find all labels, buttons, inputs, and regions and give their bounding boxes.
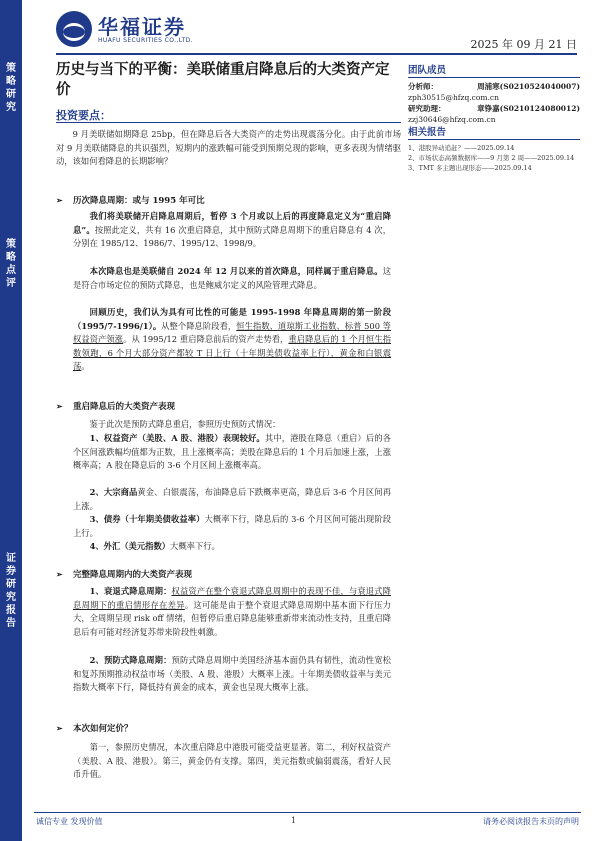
section-1-para-3-text-a: 从整个降息阶段看， — [161, 320, 237, 331]
company-logo — [56, 9, 236, 51]
related-panel — [408, 124, 580, 173]
section-2-item-3 — [73, 513, 391, 540]
related-item[interactable]: 1、港股异动追赶？——2025.09.14 — [408, 144, 515, 152]
section-3-item-1-text: 。这可能是由于整个衰退式降息周期中基本面下行压力大，全周期呈现 risk off 情绪，但暂停后重启降息能够重新带来流动性支持，且重启降息后有可能对经济复苏带来阶段性刺激。 — [73, 599, 391, 637]
header-divider — [56, 53, 577, 55]
assistant-role: 研究助理： — [408, 104, 446, 113]
section-1-para-3-text-c: 。 — [81, 361, 90, 371]
section-4-title: 本次如何定价？ — [73, 724, 133, 734]
section-3-item-2-bold: 2、预防式降息周期： — [89, 655, 172, 665]
footer-disclaimer: 请务必阅读报告末页的声明 — [483, 817, 579, 826]
analyst-block — [408, 81, 580, 125]
section-3-item-2 — [73, 654, 391, 695]
section-1-para-3 — [73, 306, 391, 374]
section-3-item-1-underline: 权益资产在整个衰退式降息周期中的表现不佳，与衰退式降息周期下的重启情形存在差异 — [73, 586, 391, 610]
section-1-heading — [56, 194, 205, 206]
report-title: 历史与当下的平衡：美联储重启降息后的大类资产定价 — [56, 61, 390, 98]
team-panel — [408, 62, 580, 125]
intro-paragraph: 9 月美联储如期降息 25bp，但在降息后各大类资产的走势出现震荡分化。由于此前市场对 9 月美联储降息的共识强烈，短期内的涨跌幅可能受到预期兑现的影响，更多表现为情绪驱动，该如何看降息的长期影响？ — [56, 129, 401, 166]
section-4-paragraph: 第一，参照历史情况，本次重启降息中港股可能受益更显著。第二，利好权益资产（美股、A 股、港股）。第三，黄金仍有支撑。第四，美元指数或偏弱震荡，看好人民币升值。 — [73, 742, 391, 779]
sidebar — [0, 0, 22, 841]
sidebar-label-strategy-comment: 策略点评 — [6, 239, 16, 289]
analyst-role: 分析师： — [408, 82, 438, 91]
section-2-item-4-bold: 4、外汇（美元指数） — [89, 541, 171, 551]
related-item[interactable]: 2、市场状态高频数据库——9 月第 2 周——2025.09.14 — [408, 154, 575, 162]
page-number: 1 — [291, 816, 297, 825]
section-1-para-1-text: 按照此定义，共有 16 次重启降息，其中预防式降息周期下的重启降息有 4 次，分别在 1985/12、1986/7、1995/12、1998/9。 — [73, 224, 391, 248]
section-2-item-2-bold: 2、大宗商品 — [89, 487, 138, 497]
summary-divider — [56, 122, 401, 123]
section-1-para-2-text: 这是符合市场定位的预防式降息，也是鲍威尔定义的风险管理式降息。 — [73, 266, 391, 290]
section-3-heading — [56, 568, 192, 580]
section-2-item-2-text: 黄金、白银震荡，布油降息后下跌概率更高，降息后 3-6 个月区间再上涨。 — [73, 487, 391, 511]
team-heading: 团队成员 — [408, 62, 580, 78]
section-1-para-2 — [73, 265, 391, 292]
logo-english-name: HUAFU SECURITIES CO.,LTD. — [98, 37, 194, 44]
section-3-item-1-bold: 1、衰退式降息周期： — [89, 586, 172, 596]
analyst-name: 周浦寒(S0210524040007) — [477, 82, 580, 91]
section-2-item-1-text: 其中，港股在降息（重启）后的各个区间涨跌幅均值都为正数，且上涨概率高；美股在降息后的 1 个月后加速上涨，上涨概率高；A 股在降息后的 3-6 个月区间上涨概率高。 — [73, 433, 391, 470]
sidebar-label-securities-report: 证券研究报告 — [6, 553, 16, 629]
section-2-item-3-text: 大概率下行，降息后的 3-6 个月区间可能出现阶段上行。 — [73, 514, 392, 538]
summary-heading: 投资要点： — [56, 109, 111, 122]
section-2-heading — [56, 400, 175, 412]
analyst-email[interactable]: zph30515@hfzq.com.cn — [408, 93, 499, 102]
section-2-item-1-bold: 1、权益资产（美股、A 股、港股）表现较好。 — [89, 433, 265, 443]
related-item[interactable]: 3、TMT 多主题出现形态——2025.09.14 — [408, 164, 532, 172]
assistant-name: 章铮嘉(S0210124080012) — [477, 104, 580, 113]
related-heading: 相关报告 — [408, 124, 580, 140]
section-1-para-1-bold: 我们将美联储开启降息周期后，暂停 3 个月或以上后的再度降息定义为“重启降息”。 — [73, 211, 391, 235]
section-1-para-3-underline-1: 恒生指数、道琼斯工业指数、标普 500 等权益资产领涨 — [73, 320, 391, 344]
section-4-heading — [56, 722, 133, 734]
section-2-item-4-text: 大概率下行。 — [170, 541, 220, 551]
sidebar-label-strategy-research: 策略研究 — [6, 63, 16, 113]
section-3-title: 完整降息周期内的大类资产表现 — [73, 570, 193, 580]
section-1-para-3-bold: 回顾历史，我们认为具有可比性的可能是 1995-1998 年降息周期的第一阶段（1995/7-1996/1）。 — [73, 307, 391, 331]
section-1-para-2-bold: 本次降息也是美联储自 2024 年 12 月以来的首次降息，同样属于重启降息。 — [89, 266, 383, 276]
section-2-item-1 — [73, 432, 391, 473]
section-3-item-2-text: 预防式降息周期中美国经济基本面仍具有韧性，流动性宽松和复苏预期推动权益市场（美股、A 股、港股）大概率上涨。十年期美债收益率与美元指数大概率下行，降低持有黄金的成本，黄金也呈现大概率上涨。 — [73, 655, 391, 692]
section-2-item-4 — [73, 540, 391, 554]
section-3-item-1 — [73, 585, 391, 639]
assistant-email[interactable]: zzj30646@hfzq.com.cn — [408, 115, 496, 124]
section-1-para-3-underline-2: 重启降息后的 1 个月恒生指数领跑，6 个月大部分资产都较 T 日上行（十年期美债收益率上行），黄金和白银震荡 — [73, 334, 391, 371]
section-1-para-1 — [73, 210, 391, 251]
section-2-item-2 — [73, 486, 391, 513]
section-2-intro: 鉴于此次是预防式降息重启，参照历史预防式情况： — [89, 419, 281, 429]
section-2-item-3-bold: 3、债券（十年期美债收益率） — [89, 514, 205, 524]
footer-slogan: 诚信专业 发现价值 — [36, 817, 103, 826]
section-1-title: 历次降息周期：或与 1995 年可比 — [73, 196, 205, 206]
section-1-para-3-text-b: 。从 1995/12 重启降息前后的资产走势看， — [123, 334, 289, 344]
section-2-title: 重启降息后的大类资产表现 — [73, 402, 176, 412]
report-date: 2025 年 09 月 21 日 — [470, 38, 577, 51]
footer-divider — [34, 812, 581, 813]
logo-emblem-icon — [56, 11, 92, 47]
logo-chinese-name: 华福证券 — [98, 15, 186, 39]
